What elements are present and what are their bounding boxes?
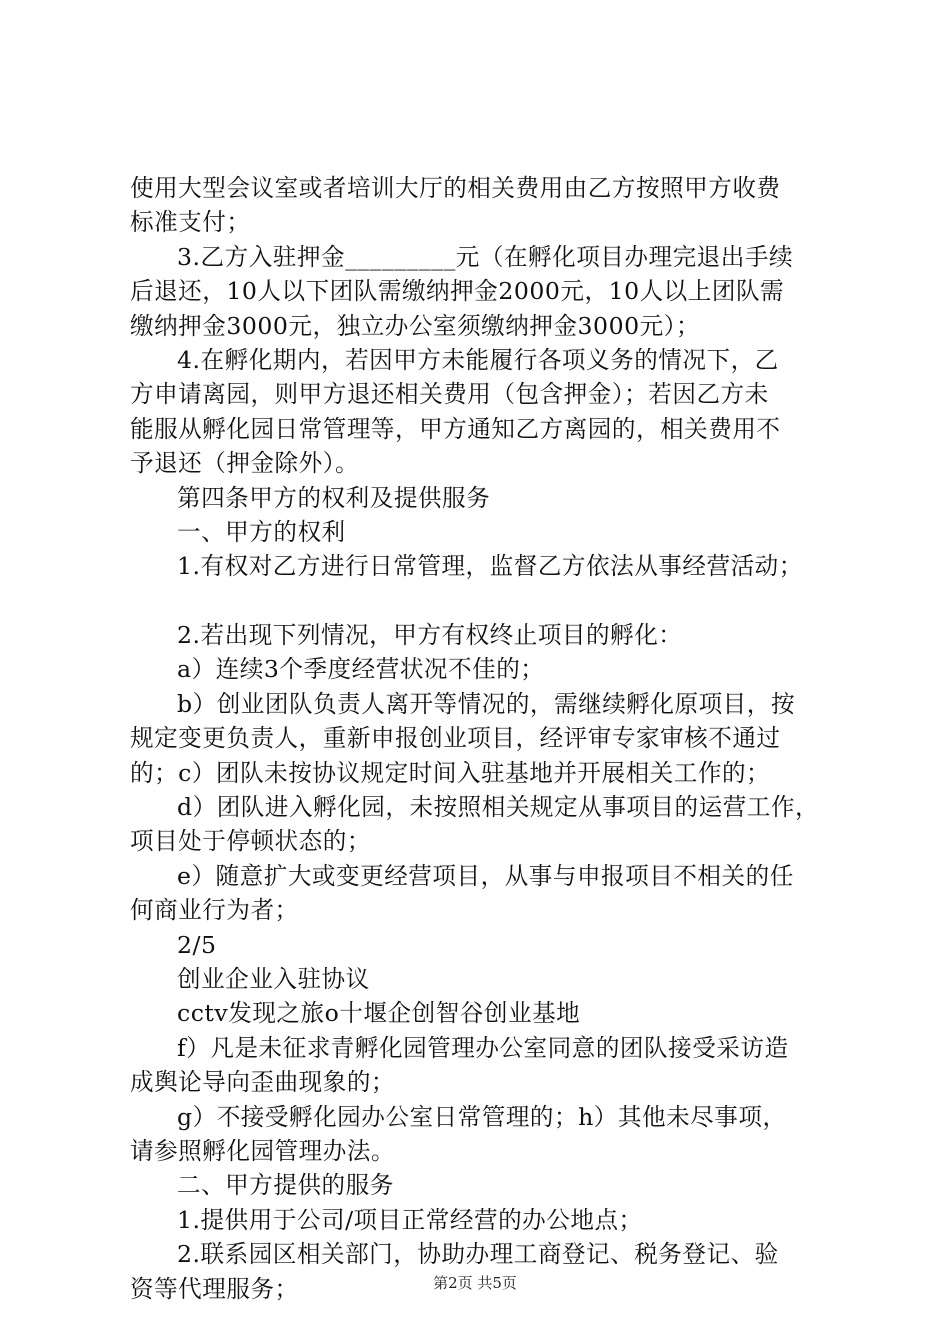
page-footer: 第2页 共5页 [433, 1274, 517, 1292]
text-line: 标准支付； [130, 208, 251, 237]
text-line: e）随意扩大或变更经营项目，从事与申报项目不相关的任 [177, 861, 794, 890]
text-line: 第四条甲方的权利及提供服务 [177, 483, 491, 512]
text-line: f）凡是未征求青孵化园管理办公室同意的团队接受采访造 [177, 1033, 789, 1062]
text-line: 成舆论导向歪曲现象的； [130, 1068, 396, 1097]
blank-line [130, 584, 845, 618]
text-line: 予退还（押金除外）。 [130, 449, 360, 478]
text-line: cctv发现之旅o十堰企创智谷创业基地 [177, 999, 581, 1028]
text-line: 4.在孵化期内，若因甲方未能履行各项义务的情况下，乙 [177, 345, 779, 374]
text-line: 缴纳押金3000元，独立办公室须缴纳押金3000元）； [130, 311, 701, 340]
text-line: 资等代理服务； [130, 1274, 299, 1303]
text-line: 的；c）团队未按协议规定时间入驻基地并开展相关工作的； [130, 758, 771, 787]
text-line: 2.若出现下列情况，甲方有权终止项目的孵化： [177, 621, 683, 650]
text-line: 创业企业入驻协议 [177, 964, 370, 993]
text-line: d）团队进入孵化园，未按照相关规定从事项目的运营工作， [177, 793, 820, 822]
text-line: 请参照孵化园管理办法。 [130, 1136, 396, 1165]
text-line: 1.有权对乙方进行日常管理，监督乙方依法从事经营活动； [177, 552, 803, 581]
text-line: g）不接受孵化园办公室日常管理的；h）其他未尽事项， [177, 1102, 787, 1131]
text-line: 1.提供用于公司/项目正常经营的办公地点； [177, 1205, 643, 1234]
text-line: 能服从孵化园日常管理等，甲方通知乙方离园的，相关费用不 [130, 414, 781, 443]
text-line: 项目处于停顿状态的； [130, 827, 371, 856]
text-line: 使用大型会议室或者培训大厅的相关费用由乙方按照甲方收费 [130, 174, 781, 202]
text-line: a）连续3个季度经营状况不佳的； [177, 655, 545, 684]
text-line: 后退还，10人以下团队需缴纳押金2000元，10人以上团队需 [130, 277, 785, 306]
text-line: 二、甲方提供的服务 [177, 1171, 394, 1200]
text-line: 3.乙方入驻押金_________元（在孵化项目办理完退出手续 [177, 242, 794, 271]
text-line: 何商业行为者； [130, 896, 299, 925]
text-line: b）创业团队负责人离开等情况的，需继续孵化原项目，按 [177, 689, 795, 718]
text-line: 2.联系园区相关部门，协助办理工商登记、税务登记、验 [177, 1240, 779, 1269]
text-line: 方申请离园，则甲方退还相关费用（包含押金）；若因乙方未 [130, 380, 769, 409]
text-line: 一、甲方的权利 [177, 517, 346, 546]
document-body [130, 171, 845, 1306]
text-line: 规定变更负责人，重新申报创业项目，经评审专家审核不通过 [130, 724, 781, 753]
text-line: 2/5 [177, 930, 217, 959]
